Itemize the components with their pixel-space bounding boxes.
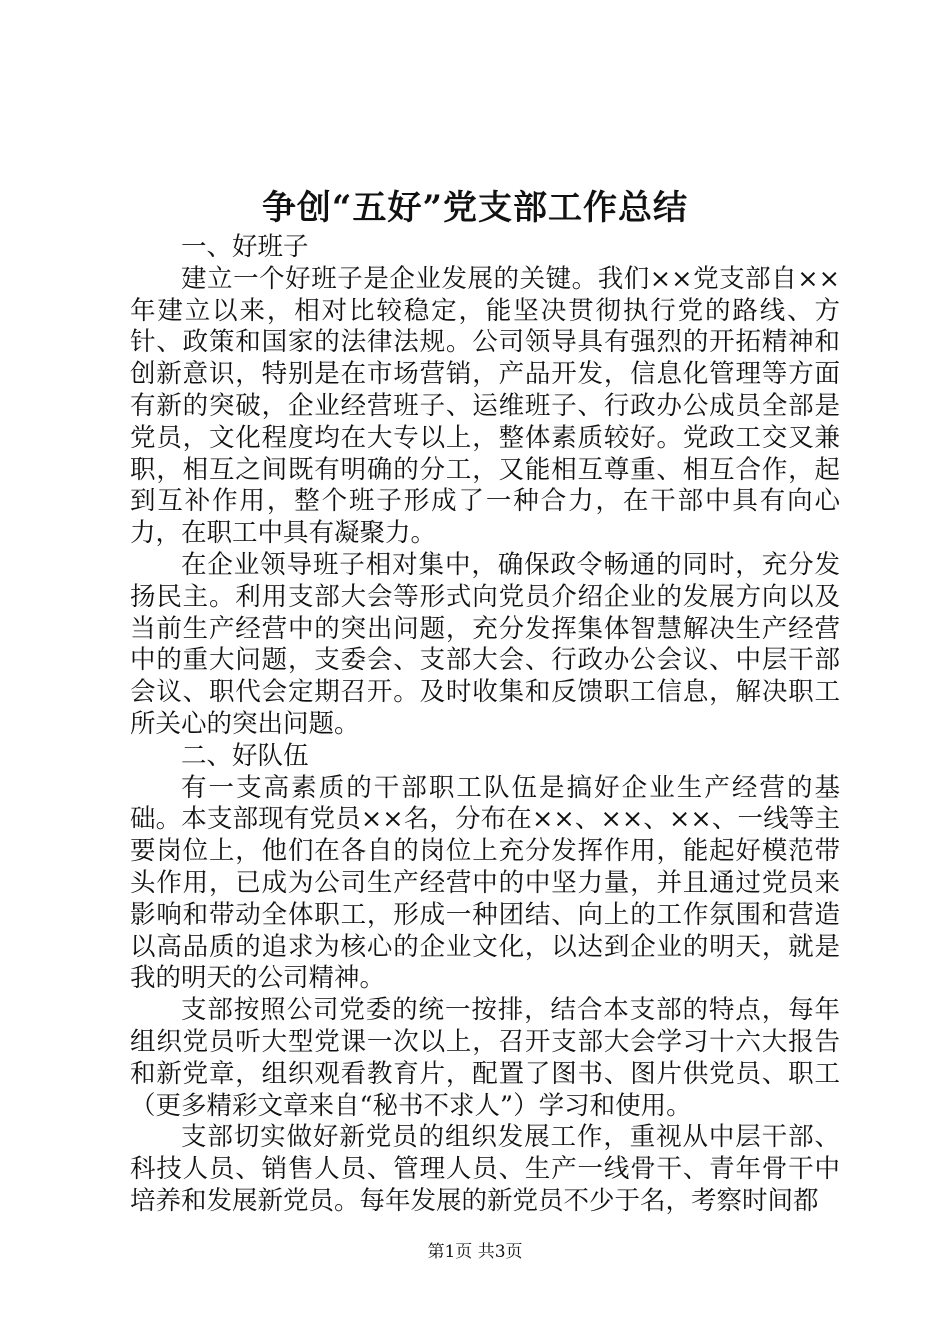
section-heading: 一、好班子 [181,232,309,262]
paragraph: 支部按照公司党委的统一按排，结合本支部的特点，每年组织党员听大型党课一次以上，召开支部大会学习十六大报告和新党章，组织观看教育片，配置了图书、图片供党员、职工（更多精彩文章来自“秘书不求人”）学习和使用。 [130,995,840,1121]
section-heading: 二、好队伍 [181,740,309,771]
page-footer: 第1页 共3页 [427,1242,523,1262]
paragraph: 有一支高素质的干部职工队伍是搞好企业生产经营的基础。本支部现有党员××名，分布在××、××、××、一线等主要岗位上，他们在各自的岗位上充分发挥作用，能起好模范带头作用，已成为公司生产经营中的中坚力量，并且通过党员来影响和带动全体职工，形成一种团结、向上的工作氛围和营造以高品质的追求为核心的企业文化，以达到企业的明天，就是我的明天的公司精神。 [130,772,840,994]
paragraph: 支部切实做好新党员的组织发展工作，重视从中层干部、科技人员、销售人员、管理人员、生产一线骨干、青年骨干中培养和发展新党员。每年发展的新党员不少于名，考察时间都 [130,1122,840,1216]
paragraph: 建立一个好班子是企业发展的关键。我们××党支部自××年建立以来，相对比较稳定，能坚决贯彻执行党的路线、方针、政策和国家的法律法规。公司领导具有强烈的开拓精神和创新意识，特别是在市场营销，产品开发，信息化管理等方面有新的突破，企业经营班子、运维班子、行政办公成员全部是党员，文化程度均在大专以上，整体素质较好。党政工交叉兼职，相互之间既有明确的分工，又能相互尊重、相互合作，起到互补作用，整个班子形成了一种合力，在干部中具有向心力，在职工中具有凝聚力。 [130,263,840,549]
document-body [130,232,840,1218]
document-title: 争创“五好”党支部工作总结 [261,188,689,228]
paragraph: 在企业领导班子相对集中，确保政令畅通的同时，充分发扬民主。利用支部大会等形式向党员介绍企业的发展方向以及当前生产经营中的突出问题，充分发挥集体智慧解决生产经营中的重大问题，支委会、支部大会、行政办公会议、中层干部会议、职代会定期召开。及时收集和反馈职工信息，解决职工所关心的突出问题。 [130,549,840,739]
